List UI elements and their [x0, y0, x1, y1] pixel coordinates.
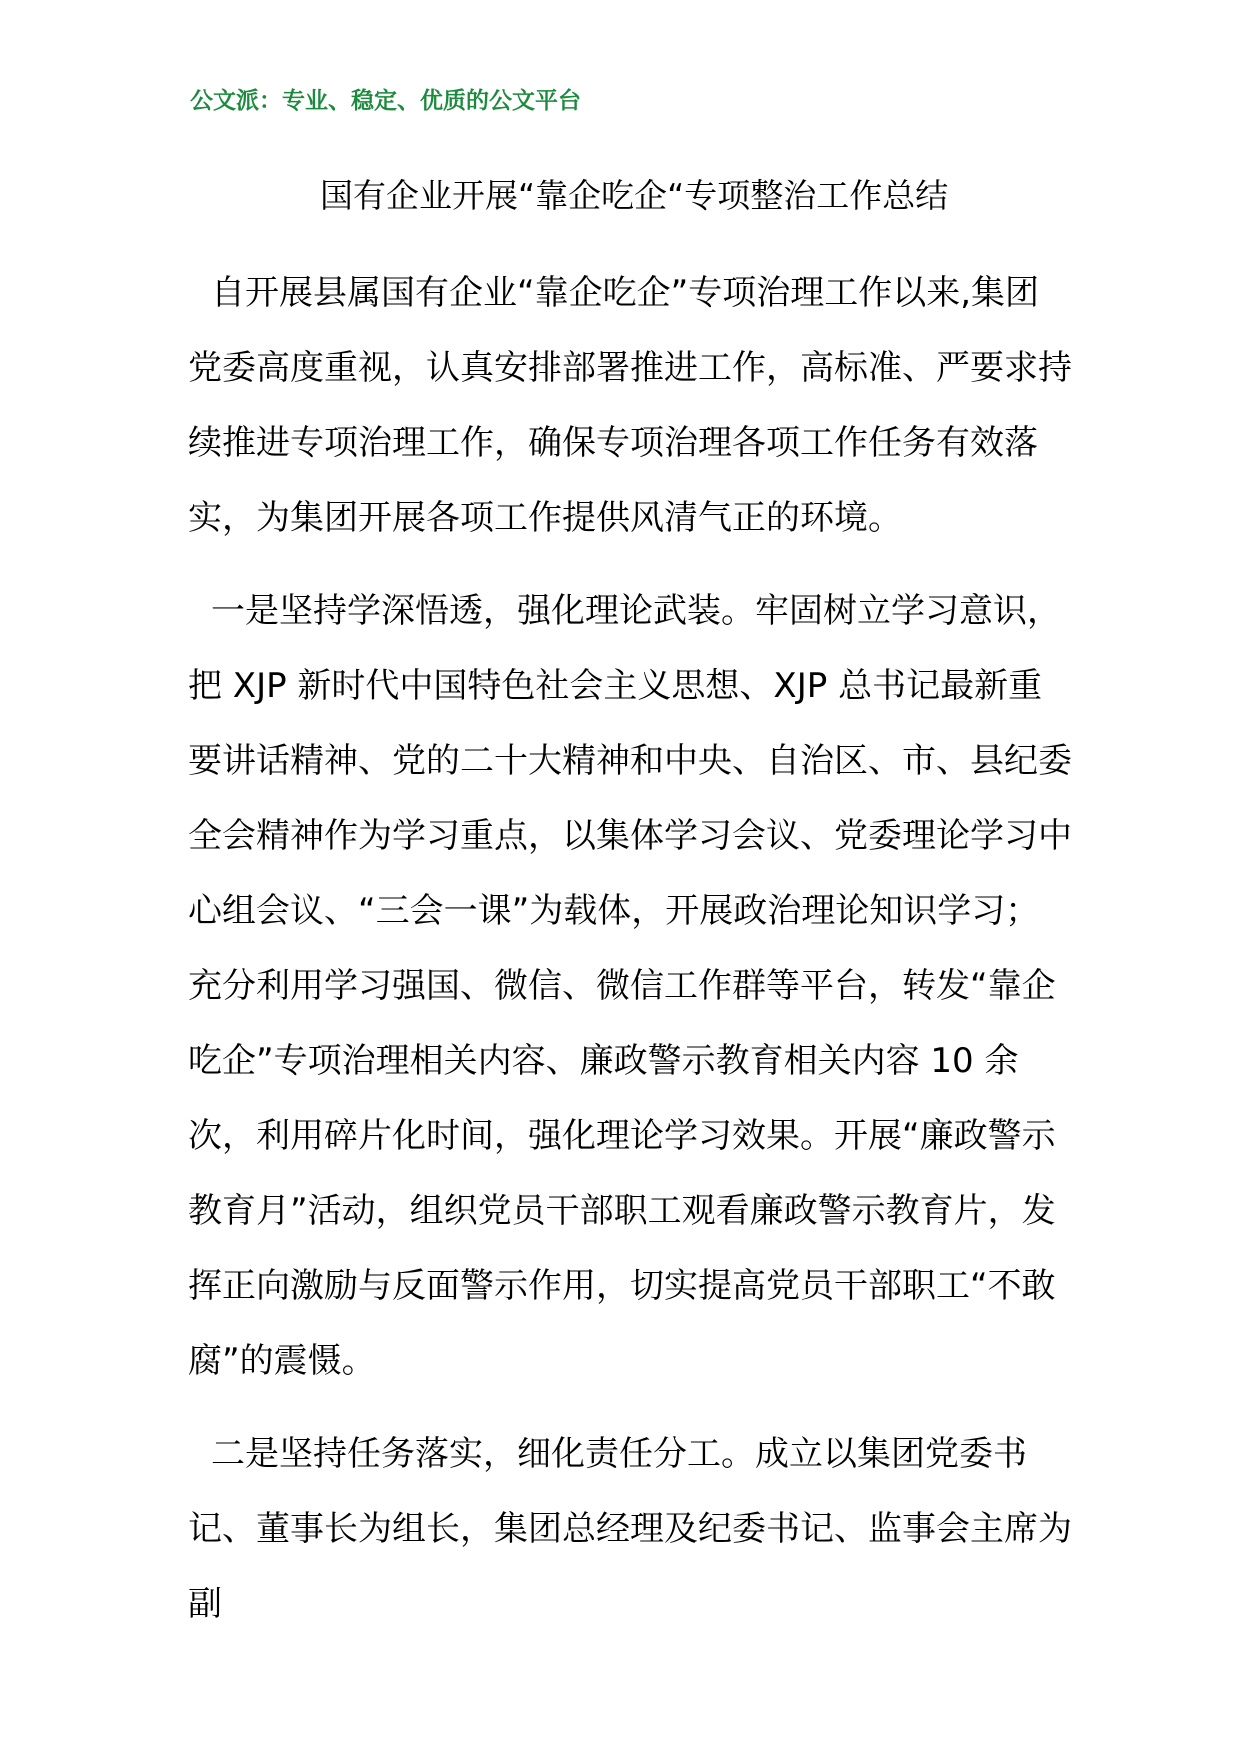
paragraph-study: 一是坚持学深悟透，强化理论武装。牢固树立学习意识，把 XJP 新时代中国特色社会主义思想、XJP 总书记最新重要讲话精神、党的二十大精神和中央、自治区、市、县纪委全会精神作为学习重点，以集体学习会议、党委理论学习中心组会议、“三会一课”为载体，开展政治理论知识学习；充分利用学习强国、微信、微信工作群等平台，转发“靠企吃企”专项治理相关内容、廉政警示教育相关内容 10 余次，利用碎片化时间，强化理论学习效果。开展“廉政警示教育月”活动，组织党员干部职工观看廉政警示教育片，发挥正向激励与反面警示作用，切实提高党员干部职工“不敢腐”的震慑。 — [188, 591, 1072, 1381]
document-body — [188, 256, 1072, 1660]
paragraph-tasks: 二是坚持任务落实，细化责任分工。成立以集团党委书记、董事长为组长，集团总经理及纪委书记、监事会主席为副 — [188, 1434, 1072, 1624]
document-title: 国有企业开展“靠企吃企“专项整治工作总结 — [320, 176, 949, 215]
paragraph-intro: 自开展县属国有企业“靠企吃企”专项治理工作以来,集团党委高度重视，认真安排部署推进工作，高标准、严要求持续推进专项治理工作，确保专项治理各项工作任务有效落实，为集团开展各项工作提供风清气正的环境。 — [188, 273, 1072, 538]
brand-header: 公文派：专业、稳定、优质的公文平台 — [190, 88, 581, 114]
